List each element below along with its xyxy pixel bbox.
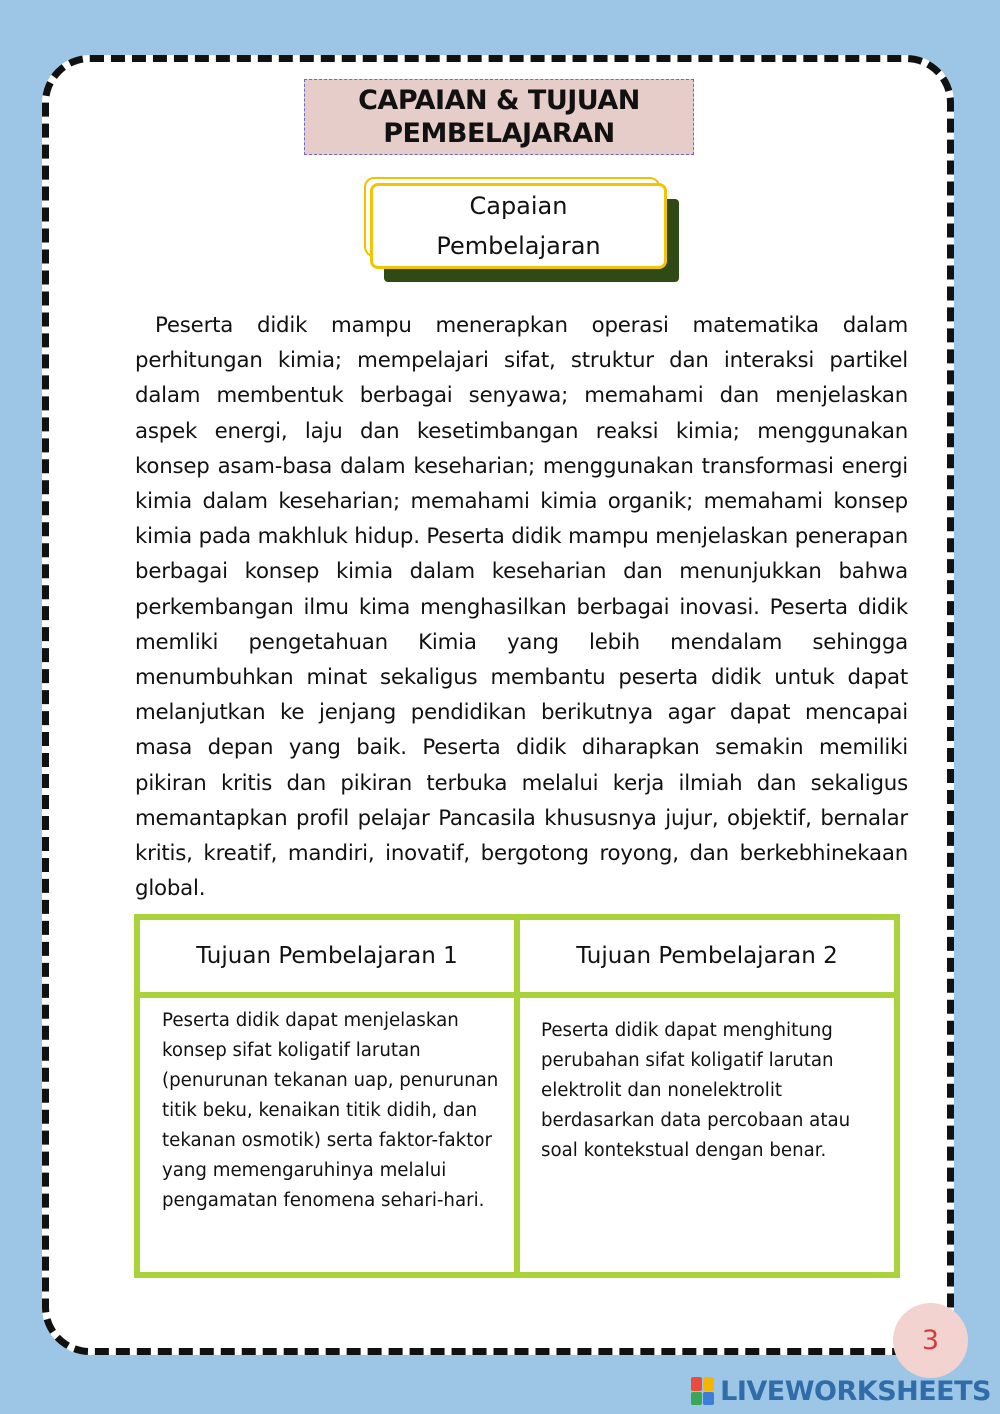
subheading-capaian <box>370 183 667 269</box>
liveworksheets-brand[interactable] <box>691 1374 991 1408</box>
page-number-badge: 3 <box>893 1303 968 1378</box>
page-title <box>304 79 694 155</box>
subheading-line-2: Pembelajaran <box>436 232 601 260</box>
brand-text: LIVEWORKSHEETS <box>720 1375 991 1407</box>
tujuan-1-text: Peserta didik dapat menjelaskan konsep sifat koligatif larutan (penurunan tekanan uap, penurunan titik beku, kenaikan titik didih, dan tekanan osmotik) serta faktor-faktor yang memengaruhinya melalui pengamatan fenomena sehari-hari. <box>140 998 514 1272</box>
subheading-line-1: Capaian <box>469 192 568 220</box>
tujuan-2-text: Peserta didik dapat menghitung perubahan sifat koligatif larutan elektrolit dan nonelektrolit berdasarkan data percobaan atau soal kontekstual dengan benar. <box>520 998 894 1272</box>
capaian-paragraph: Peserta didik mampu menerapkan operasi matematika dalam perhitungan kimia; mempelajari sifat, struktur dan interaksi partikel dalam membentuk berbagai senyawa; memahami dan menjelaskan aspek energi, laju dan kesetimbangan reaksi kimia; menggunakan konsep asam-basa dalam keseharian; menggunakan transformasi energi kimia dalam keseharian; memahami kimia organik; memahami konsep kimia pada makhluk hidup. Peserta didik mampu menjelaskan penerapan berbagai konsep kimia dalam keseharian dan menunjukkan bahwa perkembangan ilmu kima menghasilkan berbagai inovasi. Peserta didik memliki pengetahuan Kimia yang lebih mendalam sehingga menumbuhkan minat sekaligus membantu peserta didik untuk dapat melanjutkan ke jenjang pendidikan berikutnya agar dapat mencapai masa depan yang baik. Peserta didik diharapkan semakin memiliki pikiran kritis dan pikiran terbuka melalui kerja ilmiah dan sekaligus memantapkan profil pelajar Pancasila khususnya jujur, objektif, bernalar kritis, kreatif, mandiri, inovatif, bergotong royong, dan berkebhinekaan global. <box>135 313 908 902</box>
tujuan-table <box>134 914 900 1278</box>
title-line-1: CAPAIAN & TUJUAN <box>358 85 640 116</box>
tujuan-2-heading: Tujuan Pembelajaran 2 <box>520 920 894 992</box>
tujuan-1-heading: Tujuan Pembelajaran 1 <box>140 920 514 992</box>
liveworksheets-logo-icon <box>691 1377 714 1405</box>
title-line-2: PEMBELAJARAN <box>383 118 615 149</box>
